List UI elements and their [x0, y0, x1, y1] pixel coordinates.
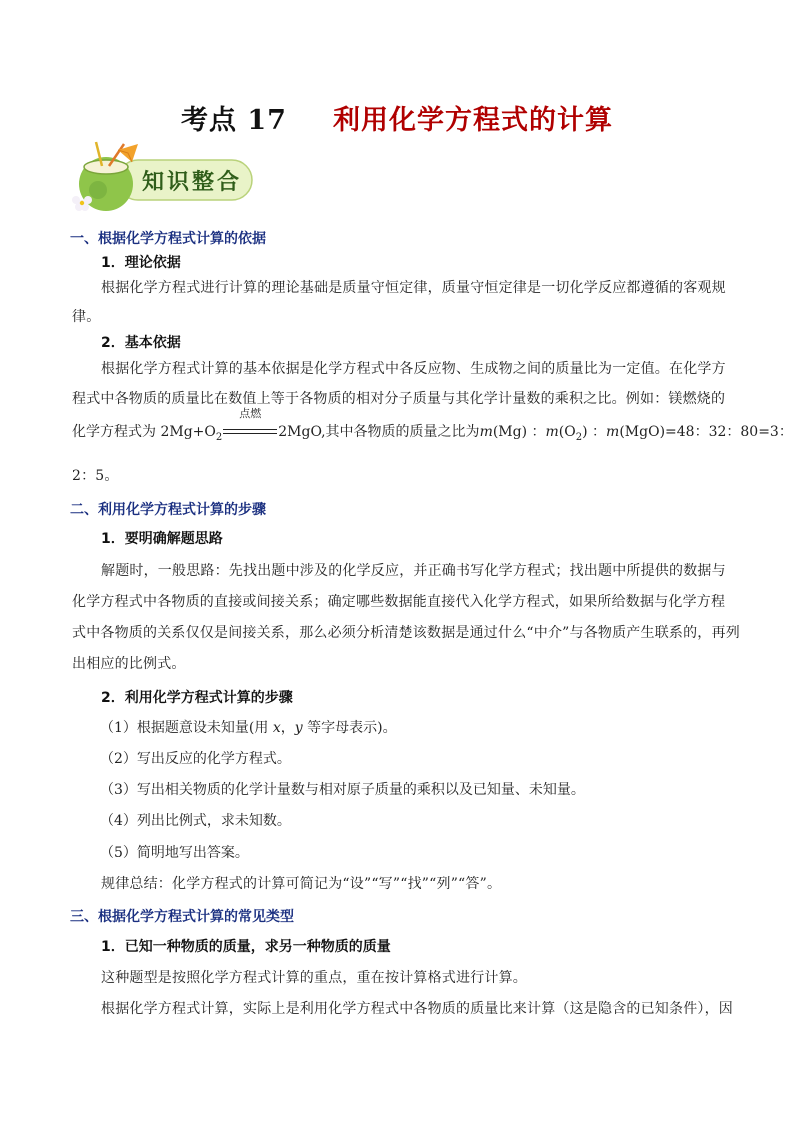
paragraph-line: 式中各物质的关系仅仅是间接关系，那么必须分析清楚该数据是通过什么“中介”与各物质产生联系的，再列 — [72, 625, 740, 641]
paragraph-line: 解题时，一般思路：先找出题中涉及的化学反应，并正确书写化学方程式；找出题中所提供的数据与 — [101, 563, 726, 579]
paragraph-line: 程式中各物质的质量比在数值上等于各物质的相对分子质量与其化学计量数的乘积之比。例如：镁燃烧的 — [72, 391, 726, 407]
flower-icon — [72, 196, 92, 211]
section-1-heading: 一、根据化学方程式计算的依据 — [70, 231, 266, 247]
paragraph-line: 根据化学方程式进行计算的理论基础是质量守恒定律，质量守恒定律是一切化学反应都遵循的客观规 — [101, 280, 726, 296]
step-1: （1）根据题意设未知量(用 x，y 等字母表示)。 — [100, 720, 397, 736]
chemical-equation-line: 化学方程式为 $2Mg+O_2$ 点燃 2MgO,其中各物质的质量之比为m(Mg) ：$m(O_2)$ ：m(MgO)=48：32：80=3： — [72, 407, 793, 443]
paragraph-line: 出相应的比例式。 — [72, 656, 186, 672]
reaction-condition: 点燃 — [239, 407, 262, 420]
paragraph-line: 根据化学方程式计算，实际上是利用化学方程式中各物质的质量比来计算（这是隐含的已知条件），因 — [101, 1001, 733, 1017]
summary-line: 规律总结：化学方程式的计算可简记为“设”“写”“找”“列”“答”。 — [101, 876, 502, 892]
paragraph-line: 化学方程式中各物质的直接或间接关系；确定哪些数据能直接代入化学方程式，如果所给数据与化学方程 — [72, 594, 726, 610]
title-number: 考点 17 — [181, 105, 287, 136]
section-1-sub-2: 2．基本依据 — [101, 335, 181, 351]
step-2: （2）写出反应的化学方程式。 — [100, 751, 291, 767]
section-2-sub-2: 2．利用化学方程式计算的步骤 — [101, 690, 293, 706]
step-4: （4）列出比例式，求未知数。 — [100, 813, 291, 829]
section-1-sub-1: 1．理论依据 — [101, 255, 181, 271]
badge-text: 知识整合 — [142, 170, 243, 195]
knowledge-badge — [72, 140, 257, 212]
section-2-heading: 二、利用化学方程式计算的步骤 — [70, 502, 266, 518]
paragraph-line: 这种题型是按照化学方程式计算的重点，重在按计算格式进行计算。 — [101, 970, 527, 986]
section-3-heading: 三、根据化学方程式计算的常见类型 — [70, 909, 294, 925]
reaction-arrow — [223, 407, 277, 439]
step-3: （3）写出相关物质的化学计量数与相对原子质量的乘积以及已知量、未知量。 — [100, 782, 585, 798]
page-title — [0, 98, 794, 137]
title-main: 利用化学方程式的计算 — [332, 105, 613, 136]
step-5: （5）简明地写出答案。 — [100, 845, 249, 861]
section-2-sub-1: 1．要明确解题思路 — [101, 531, 223, 547]
paragraph-line: 2：5。 — [72, 468, 119, 484]
paragraph-line: 律。 — [72, 309, 101, 325]
section-3-sub-1: 1．已知一种物质的质量，求另一种物质的质量 — [101, 939, 391, 955]
paragraph-line: 根据化学方程式计算的基本依据是化学方程式中各反应物、生成物之间的质量比为一定值。在化学方 — [101, 361, 726, 377]
